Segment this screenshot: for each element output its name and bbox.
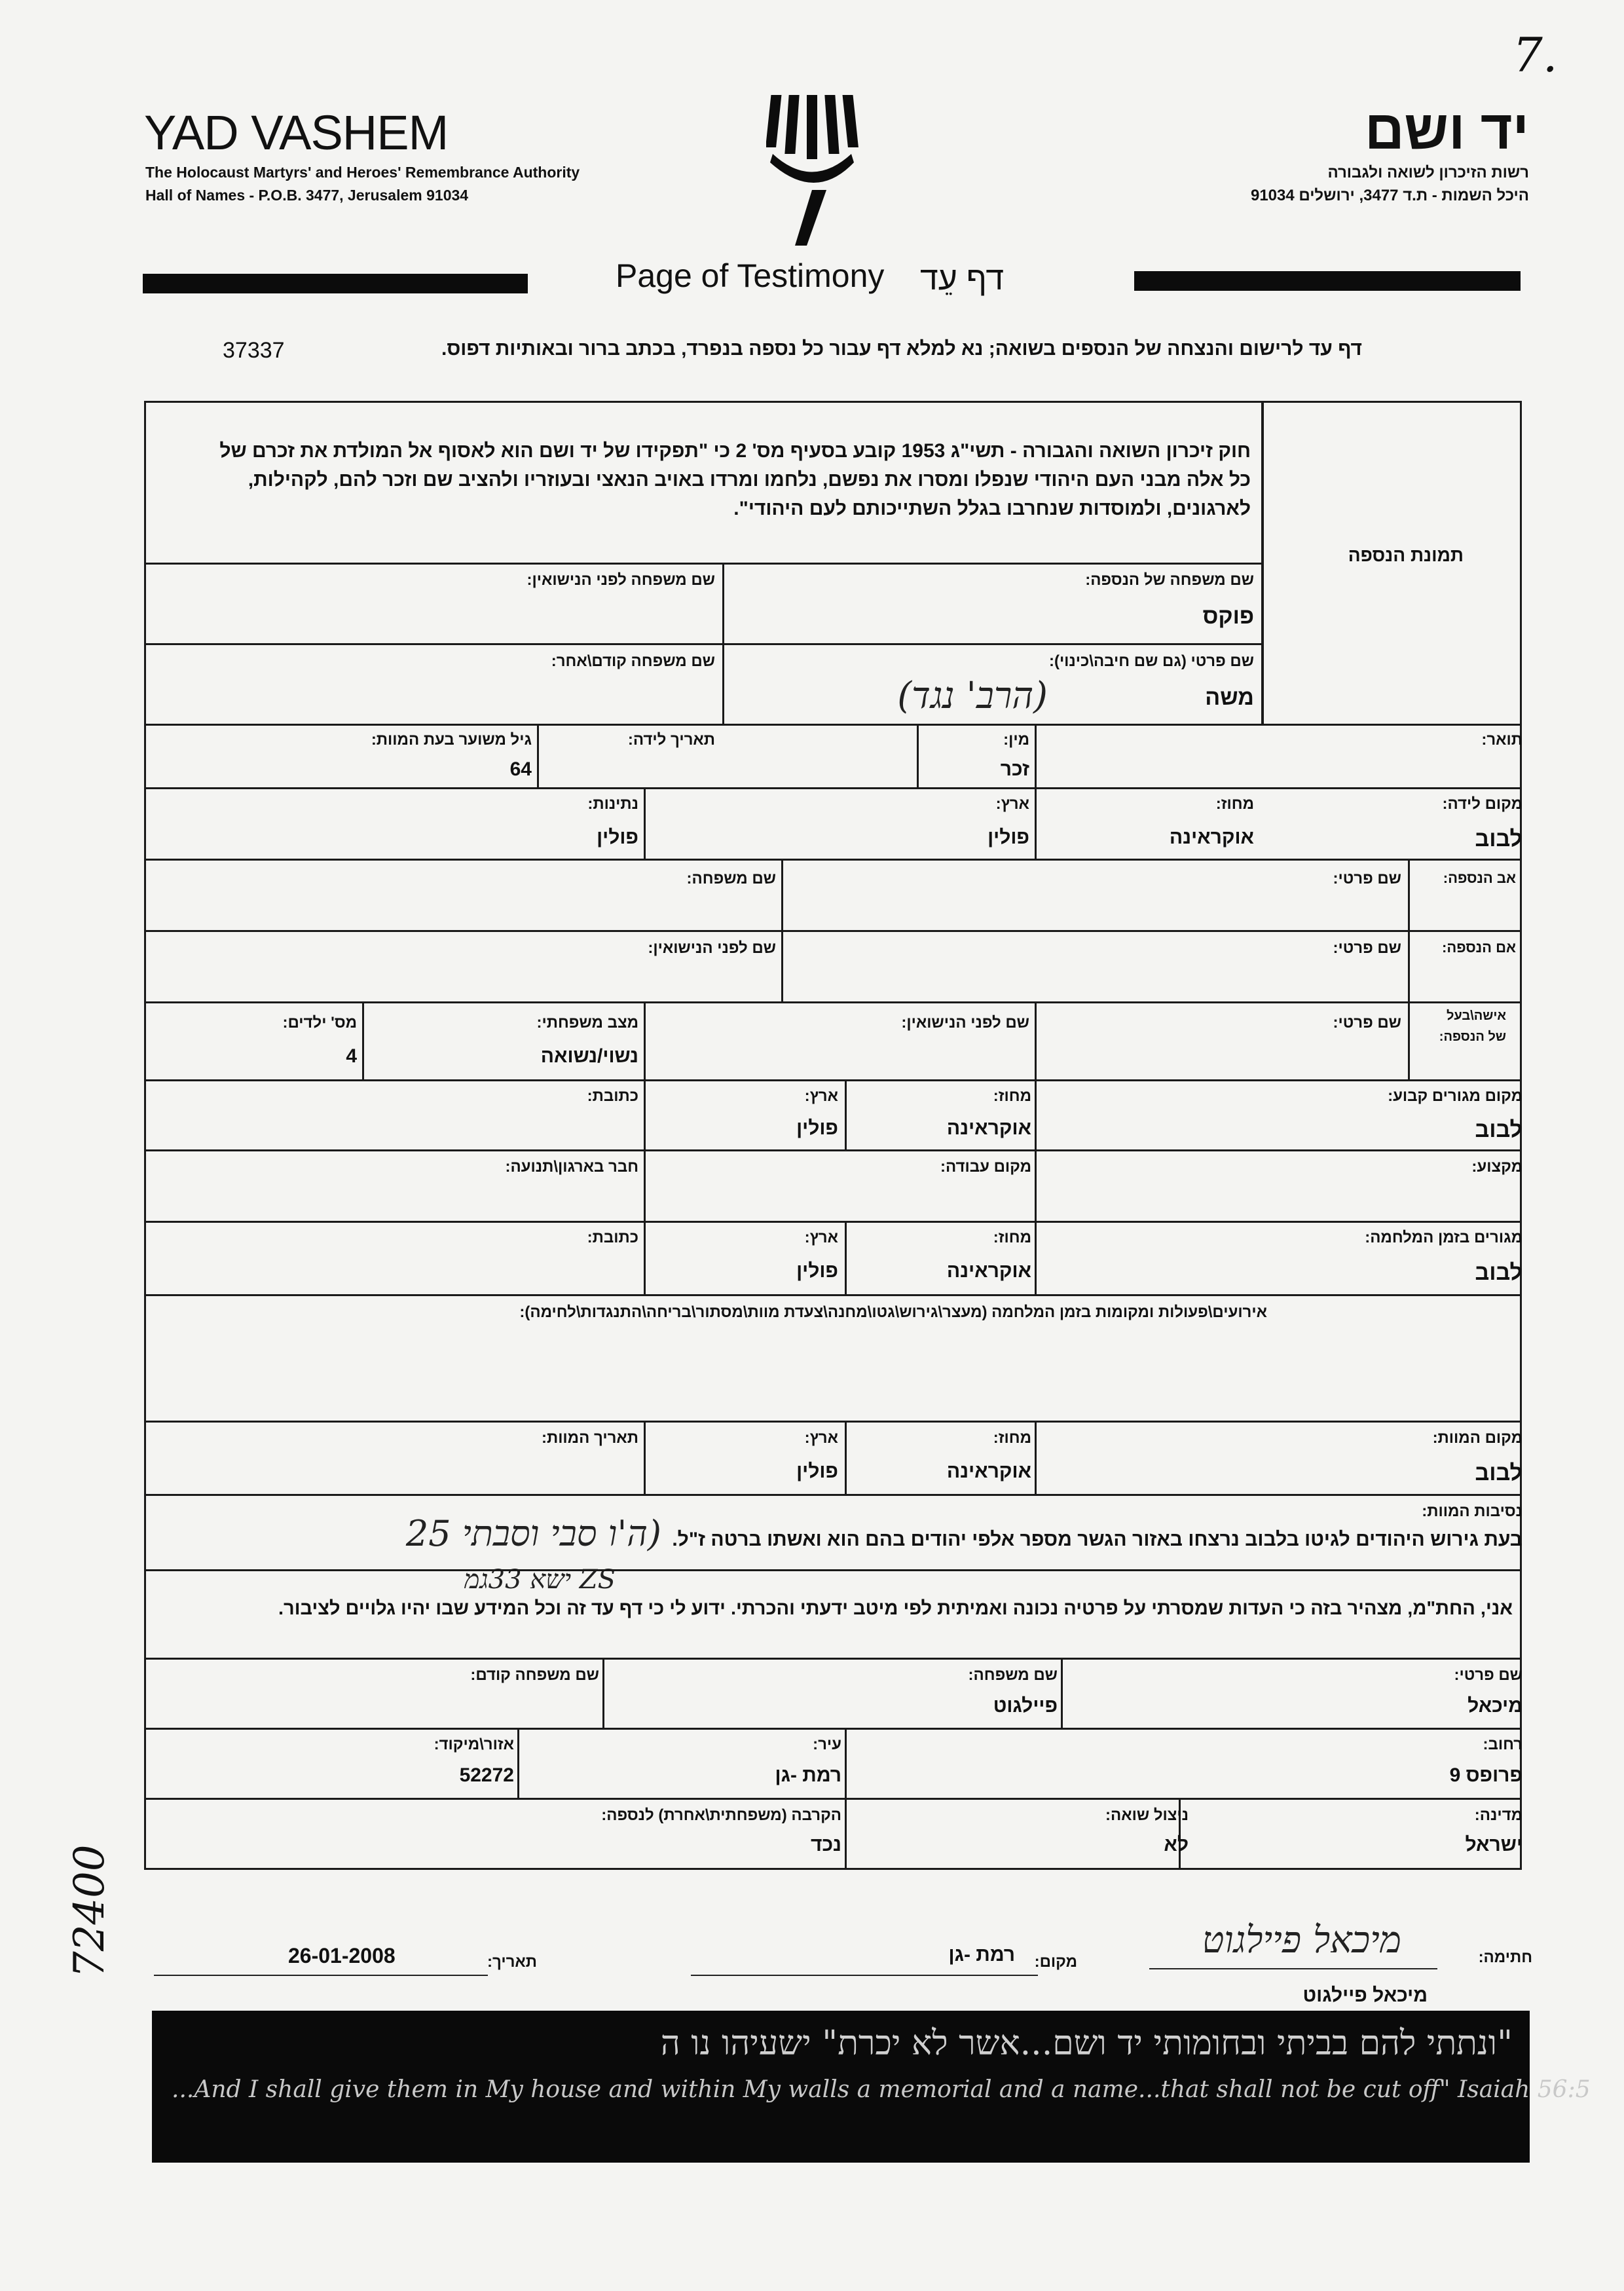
zip-value: 52272: [459, 1764, 514, 1786]
residence-country-value: פולין: [796, 1117, 838, 1139]
gender-label: מין:: [1003, 731, 1029, 749]
surname-label: שם משפחה של הנספה:: [1085, 571, 1254, 589]
date-value: 26-01-2008: [288, 1944, 396, 1967]
birth-nationality-cell[interactable]: [144, 787, 646, 861]
war-country-value: פולין: [796, 1260, 838, 1282]
title-label: תואר:: [1481, 731, 1522, 749]
place-label: מקום:: [1034, 1953, 1077, 1971]
sub-first-cell[interactable]: [1061, 1658, 1522, 1730]
subtitle-he-2: היכל השמות - ת.ד 3477, ירושלים 91034: [1250, 187, 1529, 204]
nationality-value: פולין: [597, 827, 638, 848]
footer-quote-he: "ונתתי להם בביתי ובחומותי יד ושם...אשר לא יכרת" ישעיהו נו ה: [660, 2024, 1513, 2063]
birth-city-value: לבוב: [1475, 827, 1522, 851]
residence-region-label: מחוז:: [993, 1087, 1031, 1105]
printed-name: מיכאל פיילגוט: [1302, 1984, 1428, 2006]
birthdate-cell[interactable]: [537, 724, 919, 789]
signature-handwritten: מיכאל פיילגוט: [1202, 1919, 1401, 1962]
corner-mark: 7.: [1513, 28, 1558, 83]
age-label: גיל משוער בעת המוות:: [371, 731, 532, 749]
death-note-handwritten-1: (ה'ו סבי וסבתי 25: [405, 1513, 661, 1554]
mother-label: אם הנספה:: [1442, 939, 1516, 956]
war-residence-label: מגורים בזמן המלחמה:: [1365, 1229, 1522, 1246]
date-line: [154, 1975, 488, 1976]
death-country-value: פולין: [796, 1461, 838, 1482]
law-line-3: לארגונים, ולמוסדות שנחרבו בגלל השתייכותם לעם היהודי".: [733, 498, 1251, 519]
death-circumstances-label: נסיבות המוות:: [1422, 1502, 1522, 1520]
death-date-label: תאריך המוות:: [541, 1429, 638, 1447]
mother-maiden-label: שם לפני הנישואין:: [648, 939, 776, 957]
birth-region-value: אוקראינה: [1169, 827, 1254, 848]
war-country-label: ארץ:: [804, 1229, 838, 1246]
residence-region-value: אוקראינה: [946, 1117, 1031, 1139]
residence-address-label: כתובת:: [587, 1087, 638, 1105]
zip-label: אזור\מיקוד:: [434, 1736, 514, 1753]
form-number: 37337: [223, 338, 285, 363]
war-region-label: מחוז:: [993, 1229, 1031, 1246]
profession-cell[interactable]: [1035, 1149, 1522, 1223]
sub-first-value: מיכאל: [1467, 1695, 1522, 1717]
children-value: 4: [346, 1045, 357, 1067]
sub-first-label: שם פרטי:: [1454, 1666, 1522, 1684]
signature-label: חתימה:: [1478, 1948, 1532, 1966]
side-number: 72400: [65, 1844, 114, 1978]
birth-region-label: מחוז:: [1215, 795, 1254, 813]
photo-label: תמונת הנספה: [1348, 545, 1464, 565]
residence-country-label: ארץ:: [804, 1087, 838, 1105]
instructions: דף עד לרישום והנצחה של הנספים בשואה; נא למלא דף עבור כל נספה בנפרד, בכתב ברור ובאותיות דפוס.: [441, 338, 1362, 360]
title-cell[interactable]: [1035, 724, 1522, 789]
father-first-cell[interactable]: [781, 859, 1410, 932]
surname-value: פוקס: [1202, 604, 1254, 629]
birth-region-cell[interactable]: [644, 787, 1037, 861]
sub-surname-value: פיילגוט: [993, 1695, 1058, 1717]
death-region-label: מחוז:: [993, 1429, 1031, 1447]
residence-city-value: לבוב: [1475, 1117, 1522, 1142]
maiden-label: שם משפחה לפני הנישואין:: [526, 571, 715, 589]
birth-place-label: מקום לידה:: [1442, 795, 1522, 813]
state-label: מדינה:: [1474, 1806, 1522, 1824]
street-label: רחוב:: [1483, 1736, 1522, 1753]
relation-value: נכד: [811, 1834, 841, 1855]
events-label: אירועים\פעולות ומקומות בזמן המלחמה (מעצר\גירוש\גטו\מחנה\צעדת מוות\מסתור\בריחה\התנגדות\לחימה):: [519, 1303, 1267, 1321]
death-country-label: ארץ:: [804, 1429, 838, 1447]
yad-vashem-logo: [766, 92, 864, 249]
spouse-first-label: שם פרטי:: [1333, 1014, 1401, 1032]
first-name-label: שם פרטי (גם שם חיבה\כינוי):: [1048, 652, 1254, 670]
subtitle-en-1: The Holocaust Martyrs' and Heroes' Remembrance Authority: [145, 164, 580, 181]
sub-surname-label: שם משפחה:: [968, 1666, 1058, 1684]
law-line-2: כל אלה מבני העם היהודי שנפלו ומסרו את נפשם, נלחמו ומרדו באויב הנאצי ובעוזריו ולהציב שם וזכר להם, לקהילות,: [248, 469, 1251, 491]
birth-country-value: פולין: [987, 827, 1029, 848]
war-address-label: כתובת:: [587, 1229, 638, 1246]
place-value: רמת -גן: [948, 1944, 1015, 1965]
spouse-maiden-label: שם לפני הנישואין:: [901, 1014, 1029, 1032]
residence-label: מקום מגורים קבוע:: [1388, 1087, 1522, 1105]
age-value: 64: [509, 758, 532, 780]
death-circumstances-value: בעת גירוש היהודים לגיטו בלבוב נרצחו באזור הגשר מספר אלפי יהודים בהם הוא ואשתו ברטה ז"ל.: [672, 1529, 1522, 1550]
profession-label: מקצוע:: [1471, 1158, 1522, 1176]
org-name-he: יד ושם: [1364, 99, 1529, 160]
street-cell[interactable]: [845, 1728, 1522, 1800]
marital-status-value: נשוי/נשואה: [540, 1045, 638, 1067]
war-city-value: לבוב: [1475, 1260, 1522, 1285]
page-title-en: Page of Testimony: [616, 257, 885, 294]
place-line: [691, 1975, 1038, 1976]
footer-quote-en: ...And I shall give them in My house and within My walls a memorial and a name...that shall not be cut off" Isaiah 56:5: [172, 2076, 1591, 2103]
declaration-text: אני, החת"מ, מצהיר בזה כי העדות שמסרתי על פרטיה נכונה ואמיתית לפי מיטב ידעתי והכרתי. ידוע לי כי דף עד זה וכל המידע שבו יהיו גלויים לציבור.: [278, 1598, 1513, 1619]
spouse-label-1: אישה\בעל: [1446, 1009, 1506, 1023]
subtitle-he-1: רשות הזיכרון לשואה ולגבורה: [1327, 164, 1529, 181]
street-value: פרופס 9: [1449, 1764, 1522, 1786]
death-region-value: אוקראינה: [946, 1461, 1031, 1482]
relation-label: הקרבה (משפחתית\אחרת) לנספה:: [601, 1806, 841, 1824]
city-label: עיר:: [813, 1736, 841, 1753]
org-member-label: חבר בארגון\תנועה:: [505, 1158, 638, 1176]
title-bar-left: [143, 274, 528, 293]
city-cell[interactable]: [517, 1728, 847, 1800]
mother-first-cell[interactable]: [781, 930, 1410, 1003]
date-label: תאריך:: [487, 1953, 537, 1971]
father-label: אב הנספה:: [1443, 870, 1516, 886]
first-name-handwritten: (הרב' נגד): [897, 675, 1048, 717]
father-surname-label: שם משפחה:: [686, 870, 776, 887]
title-bar-right: [1134, 271, 1521, 291]
survivor-label: ניצול שואה:: [1105, 1806, 1189, 1824]
mother-first-label: שם פרטי:: [1333, 939, 1401, 957]
survivor-value: לא: [1164, 1834, 1189, 1855]
war-address-cell[interactable]: [144, 1221, 646, 1296]
sub-prev-surname-label: שם משפחה קודם:: [470, 1666, 599, 1684]
signature-line: [1149, 1968, 1437, 1969]
page-title-he: דף עֵד: [920, 260, 1005, 297]
state-value: ישראל: [1465, 1834, 1522, 1855]
marital-status-label: מצב משפחתי:: [536, 1014, 638, 1032]
gender-value: זכר: [1000, 758, 1029, 780]
residence-address-cell[interactable]: [144, 1079, 646, 1151]
nationality-label: נתינות:: [587, 795, 638, 813]
children-label: מס' ילדים:: [282, 1014, 357, 1032]
spouse-label-2: של הנספה:: [1439, 1030, 1506, 1044]
first-name-value: משה: [1205, 685, 1254, 710]
death-place-label: מקום המוות:: [1432, 1429, 1522, 1447]
father-first-label: שם פרטי:: [1333, 870, 1401, 887]
birthdate-label: תאריך לידה:: [627, 731, 715, 749]
city-value: רמת -גן: [775, 1764, 841, 1786]
org-name-en: YAD VASHEM: [144, 105, 449, 160]
law-line-1: חוק זיכרון השואה והגבורה - תשי"ג 1953 קובע בסעיף מס' 2 כי "תפקידו של יד ושם הוא לאסוף אל המולדת את זכרם של: [219, 440, 1251, 462]
workplace-label: מקום עבודה:: [940, 1158, 1031, 1176]
war-region-value: אוקראינה: [946, 1260, 1031, 1282]
death-note-handwritten-2: ZS ישא 33גמ: [464, 1565, 616, 1595]
subtitle-en-2: Hall of Names - P.O.B. 3477, Jerusalem 91034: [145, 187, 469, 204]
birth-country-label: ארץ:: [995, 795, 1029, 813]
death-city-value: לבוב: [1475, 1461, 1522, 1485]
prev-surname-label: שם משפחה קודם\אחר:: [551, 652, 715, 670]
